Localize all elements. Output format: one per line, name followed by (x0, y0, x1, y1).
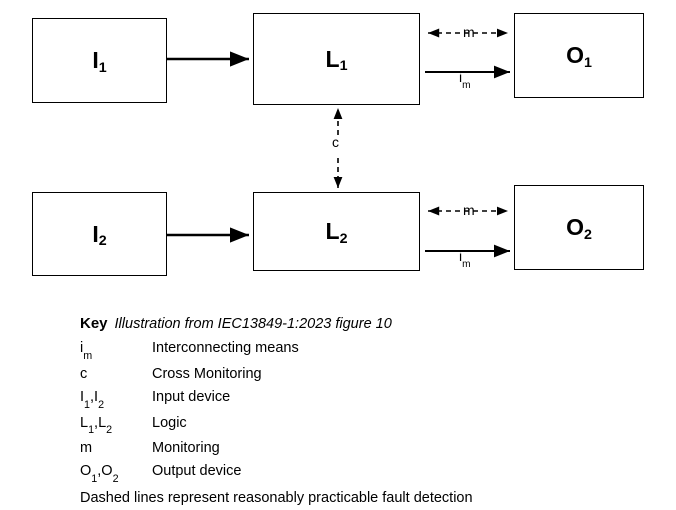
key-term-c: c (80, 365, 88, 382)
key-term-input: $I_1,I_2$ (80, 389, 105, 411)
key-def-c: Cross Monitoring (152, 365, 262, 382)
key-term-logic: $L_1,L_2$ (80, 414, 113, 437)
output-device-2-label: $O_2$ (566, 214, 592, 243)
key-row-logic (80, 412, 640, 437)
key-def-output: Output device (152, 463, 242, 480)
label-im-top: $i_m$ (459, 69, 471, 92)
key-row-output (80, 460, 640, 485)
key-reference: Illustration from IEC13849-1:2023 figure 10 (114, 316, 392, 332)
label-im-bottom: $i_m$ (459, 248, 471, 271)
key-title: Key (80, 315, 108, 332)
key-row-m (80, 437, 640, 460)
label-m-bottom: m (463, 202, 475, 218)
key-def-logic: Logic (152, 414, 187, 431)
key-term-im: $i_m$ (80, 340, 93, 363)
key-term-m: m (80, 439, 93, 456)
key-def-input: Input device (152, 389, 231, 406)
label-m-top: m (463, 24, 475, 40)
logic-2-label: $L_2$ (325, 218, 348, 247)
key-row-input (80, 386, 640, 411)
key-row-im (80, 337, 640, 362)
key-note: Dashed lines represent reasonably practicable fault detection (80, 489, 473, 506)
key-term-output: $O_1,O_2$ (80, 463, 119, 485)
key-header (80, 312, 640, 336)
logic-1-label: $L_1$ (325, 45, 348, 75)
key-legend (80, 312, 640, 510)
key-def-im: Interconnecting means (152, 340, 299, 357)
input-device-1-label: $I_1$ (92, 47, 107, 76)
label-c: c (332, 134, 339, 150)
input-device-2-label: $I_2$ (92, 220, 107, 250)
key-def-m: Monitoring (152, 439, 220, 456)
output-device-1-label: $O_1$ (566, 42, 592, 71)
key-row-c (80, 363, 640, 386)
